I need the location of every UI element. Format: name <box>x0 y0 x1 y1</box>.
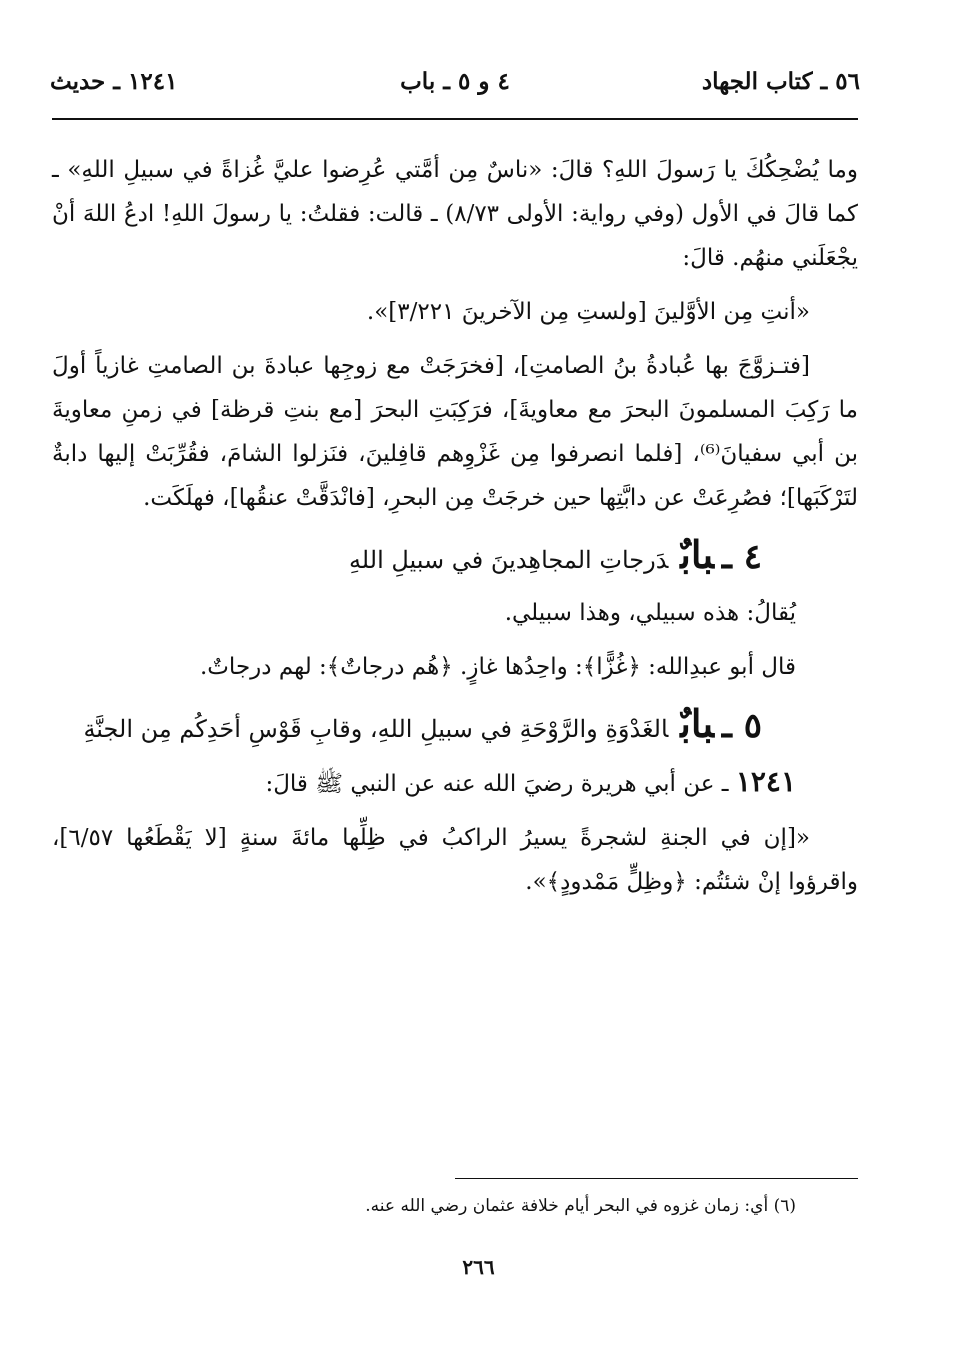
page-body <box>52 148 858 914</box>
paragraph-1: وما يُضْحِكُكَ يا رَسولَ اللهِ؟ قالَ: «ناسٌ مِن أمَّتي عُرِضوا عليَّ غُزاةً في سبيلِ اللهِ» ـ كما قالَ في الأول (وفي رواية: الأولى ٨/٧٣) ـ قالت: فقلتُ: يا رسولَ اللهِ! ادعُ اللهَ أنْ يجْعَلَني منهُم. قالَ: <box>52 157 858 271</box>
hadith-intro: ـ عن أبي هريرة رضيَ الله عنه عن النبي ﷺ قالَ: <box>265 771 729 797</box>
running-header <box>50 68 860 104</box>
footnote: (٦) أي: زمان غزوه في البحر أيام خلافة عثمان رضي الله عنه. <box>365 1196 796 1216</box>
hadith-heading <box>52 760 858 806</box>
header-divider <box>52 118 858 120</box>
chapter-5-number: ٥ ـ <box>721 706 762 746</box>
page-number: ٢٦٦ <box>462 1255 495 1279</box>
chapter-4-bab: بابٌ <box>680 532 714 577</box>
chapter-heading-4 <box>52 530 858 585</box>
chapter-heading-5 <box>52 699 858 754</box>
chapter-5-bab: بابٌ <box>680 701 714 746</box>
paragraph-2: «أنتِ مِن الأوَّلينَ [ولستِ مِن الآخرينَ ٣/٢٢١]». <box>366 299 810 325</box>
header-chapter: ٤ و ٥ ـ باب <box>400 68 510 95</box>
paragraph-3: [فتـزوَّجَ بها عُبادةُ بنُ الصامتِ]، [فخرَجَتْ مع زوجِها عبادةَ بن الصامتِ غازياً أولَ ما رَكِبَ المسلمونَ البحرَ مع معاويةَ]، فرَكِبَتِ البحرَ [مع بنتِ قرظة] في زمنِ معاويةَ بن أبي سفيانَ⁽⁶⁾، [فلما انصرفوا مِن غَزْوِهم قافِلينَ، فنَزلوا الشامَ، فقُرِّبَتْ إليها دابةٌ لتَرْكَبَها]؛ فصُرِعَتْ عن دابَّتِها حين خرجَتْ مِن البحرِ، [فانْدَقَّتْ عنقُها]، فهلَكَت. <box>52 353 858 511</box>
header-book-title: ٥٦ ـ كتاب الجهاد <box>701 68 860 95</box>
header-hadith-number: ١٢٤١ ـ حديث <box>50 68 178 95</box>
chapter-5-title: الغَدْوَةِ والرَّوْحَةِ في سبيلِ اللهِ، وقابِ قَوْسِ أحَدِكُم مِن الجنَّةِ <box>83 715 669 743</box>
footnote-divider <box>455 1178 858 1179</box>
paragraph-6: «[إن في الجنةِ لشجرةً يسيرُ الراكبُ في ظِلِّها مائةَ سنةٍ [لا يَقْطَعُها ٦/٥٧]، واقرؤوا إنْ شئتُم: ﴿وظِلٍّ مَمْدودٍ﴾». <box>52 825 858 895</box>
paragraph-5: قال أبو عبدِالله: ﴿غُزًّا﴾: واحِدُها غازٍ. ﴿هُم درجاتٌ﴾: لهم درجاتٌ. <box>199 654 796 680</box>
hadith-number: ١٢٤١ <box>735 765 796 798</box>
chapter-4-title: دَرجاتِ المجاهِدينَ في سبيلِ اللهِ <box>348 546 669 574</box>
paragraph-4: يُقالُ: هذه سبيلي، وهذا سبيلي. <box>504 600 796 626</box>
chapter-4-number: ٤ ـ <box>721 537 762 577</box>
